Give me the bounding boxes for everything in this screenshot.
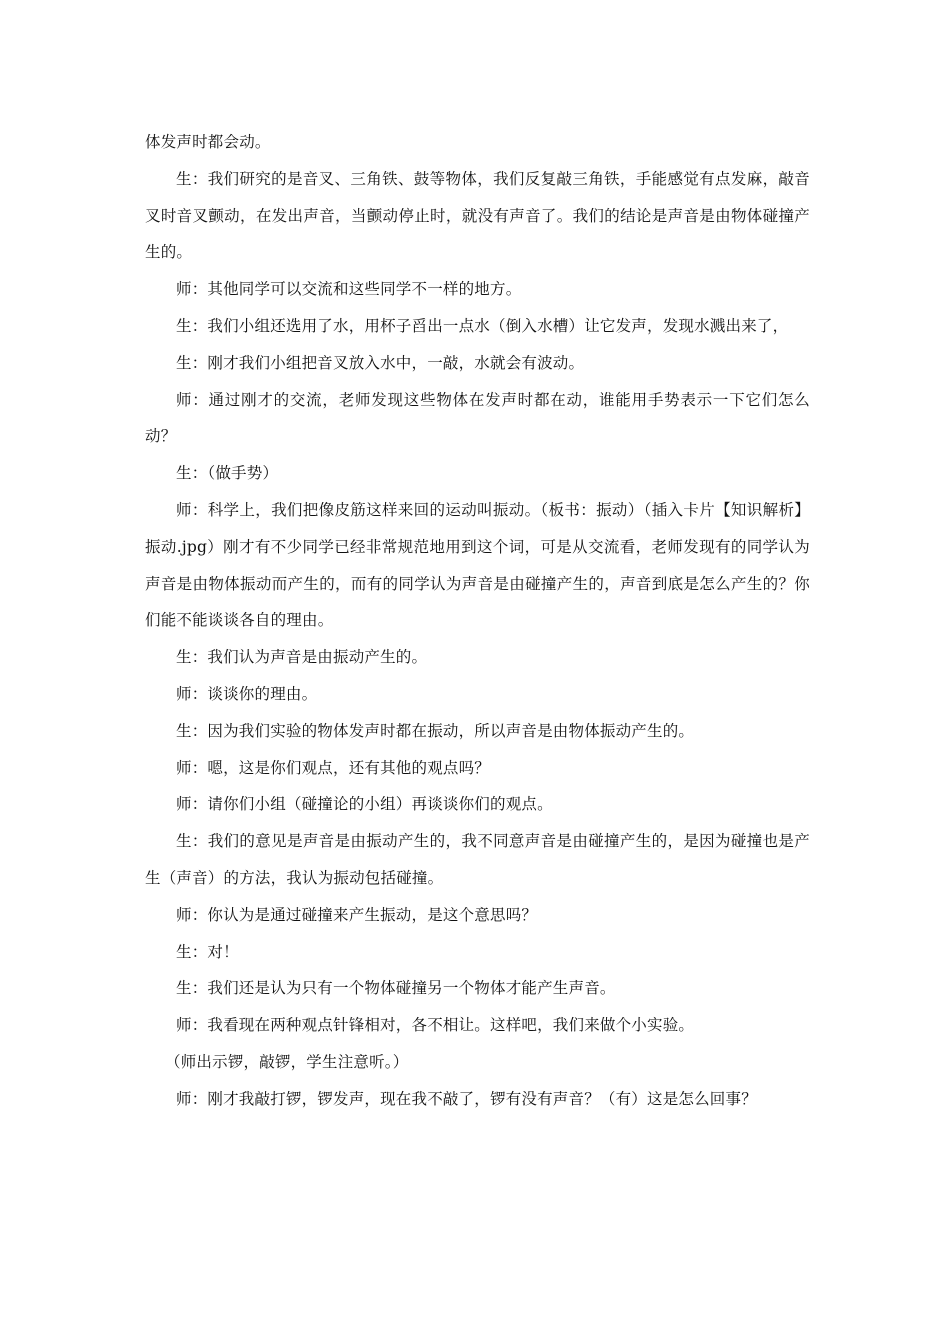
paragraph-student-opinion: 生：我们的意见是声音是由振动产生的，我不同意声音是由碰撞产生的，是因为碰撞也是产生（声音）的方法，我认为振动包括碰撞。 — [145, 832, 810, 887]
paragraph-teacher-collision-group: 师：请你们小组（碰撞论的小组）再谈谈你们的观点。 — [176, 795, 553, 814]
paragraph-teacher-confirm: 师：你认为是通过碰撞来产生振动，是这个意思吗？ — [176, 905, 538, 924]
paragraph-teacher-gesture: 师：通过刚才的交流，老师发现这些物体在发声时都在动，谁能用手势表示一下它们怎么动？ — [145, 390, 810, 446]
paragraph-teacher-invite: 师：其他同学可以交流和这些同学不一样的地方。 — [176, 280, 522, 299]
paragraph-student-tuning-fork: 生：刚才我们小组把音叉放入水中，一敲，水就会有波动。 — [176, 353, 585, 372]
paragraph-student-collision-conclusion: 生：我们研究的是音叉、三角铁、鼓等物体，我们反复敲三角铁，手能感觉有点发麻，敲音叉时音叉颤动，在发出声音，当颤动停止时，就没有声音了。我们的结论是声音是由物体碰撞产生的。 — [145, 169, 810, 262]
paragraph-student-water: 生：我们小组还选用了水，用杯子舀出一点水（倒入水槽）让它发声，发现水溅出来了， — [176, 316, 789, 335]
paragraph-student-yes: 生：对！ — [176, 942, 239, 961]
paragraph-student-collision-view: 生：我们还是认为只有一个物体碰撞另一个物体才能产生声音。 — [176, 979, 616, 998]
paragraph-student-gesture: 生：（做手势） — [176, 464, 279, 483]
paragraph-teacher-other-views: 师：嗯，这是你们观点，还有其他的观点吗？ — [176, 758, 491, 777]
paragraph-teacher-vibration: 师：科学上，我们把像皮筋这样来回的运动叫振动。（板书：振动）（插入卡片【知识解析】振动.jpg）刚才有不少同学已经非常规范地用到这个词，可是从交流看，老师发现有的同学认为声音是由物体振动而产生的，而有的同学认为声音是由碰撞产生的，声音到底是怎么产生的？你们能不能谈谈各自的理由。 — [145, 500, 810, 630]
paragraph-teacher-reason: 师：谈谈你的理由。 — [176, 684, 318, 703]
paragraph-student-vibration: 生：我们认为声音是由振动产生的。 — [176, 648, 428, 667]
paragraph-teacher-gong: 师：刚才我敲打锣，锣发声，现在我不敲了，锣有没有声音？（有）这是怎么回事？ — [176, 1089, 757, 1108]
paragraph-stage-direction: （师出示锣，敲锣，学生注意听。） — [165, 1052, 409, 1071]
paragraph-student-reason: 生：因为我们实验的物体发声时都在振动，所以声音是由物体振动产生的。 — [176, 721, 695, 740]
body-text — [145, 124, 810, 1118]
paragraph-continuation: 体发声时都会动。 — [145, 133, 271, 151]
paragraph-teacher-experiment: 师：我看现在两种观点针锋相对，各不相让。这样吧，我们来做个小实验。 — [176, 1016, 695, 1035]
